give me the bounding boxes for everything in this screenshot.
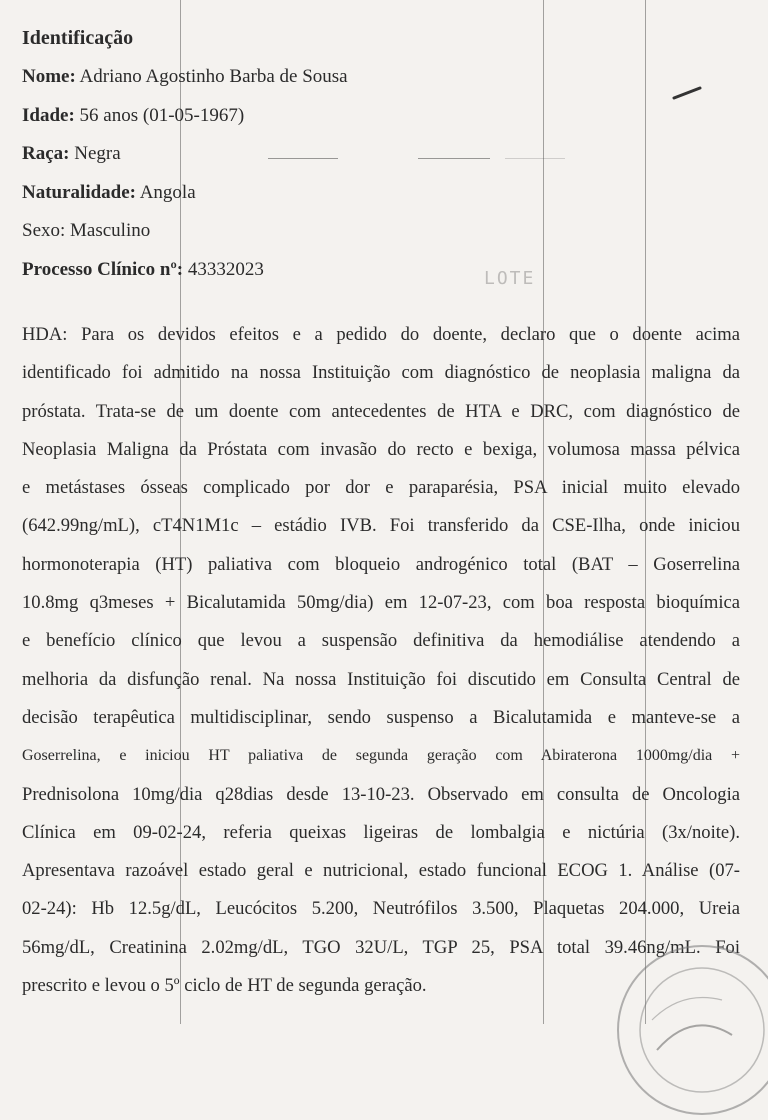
hda-line: melhoria da disfunção renal. Na nossa Instituição foi discutido em Consulta Central de [22,668,740,690]
hda-line: Prednisolona 10mg/dia q28dias desde 13-10-23. Observado em consulta de Oncologia [22,783,740,805]
hda-line [22,316,740,354]
hda-section [22,316,740,1005]
sex-value: Masculino [70,220,151,241]
name-label: Nome: [22,66,76,87]
hda-line: Apresentava razoável estado geral e nutricional, estado funcional ECOG 1. Análise (07- [22,860,740,882]
process-row [22,251,542,290]
hda-line: decisão terapêutica multidisciplinar, sendo suspenso a Bicalutamida e manteve-se a [22,706,740,728]
hda-text: Para os devidos efeitos e a pedido do doente, declaro que o doente acima [81,324,741,345]
hda-label: HDA: [22,324,68,345]
pen-stroke-icon [672,86,702,100]
hda-line: 56mg/dL, Creatinina 2.02mg/dL, TGO 32U/L, TGP 25, PSA total 39.46ng/mL. Foi [22,936,740,958]
hda-line: hormonoterapia (HT) paliativa com bloqueio androgénico total (BAT – Goserrelina [22,553,740,575]
hda-line: prescrito e levou o 5º ciclo de HT de segunda geração. [22,975,427,997]
race-label: Raça: [22,143,70,164]
identification-title: Identificação [22,27,134,49]
hda-line: identificado foi admitido na nossa Instituição com diagnóstico de neoplasia maligna da [22,362,740,384]
official-seal-icon [612,940,768,1120]
name-row [22,58,542,97]
hda-line: e metástases ósseas complicado por dor e paraparésia, PSA inicial muito elevado [22,477,740,499]
hda-line: Neoplasia Maligna da Próstata com invasão do recto e bexiga, volumosa massa pélvica [22,438,740,460]
birthplace-value: Angola [139,181,196,203]
hda-line: próstata. Trata-se de um doente com antecedentes de HTA e DRC, com diagnóstico de [22,400,740,422]
age-value: 56 anos (01-05-1967) [79,104,245,126]
age-label: Idade: [22,104,75,126]
sex-row [22,212,542,251]
faded-stamp-mark: LOTE [484,268,536,289]
sex-label: Sexo: [22,220,66,241]
hda-line: 02-24): Hb 12.5g/dL, Leucócitos 5.200, Neutrófilos 3.500, Plaquetas 204.000, Ureia [22,898,740,920]
hda-line: Clínica em 09-02-24, referia queixas ligeiras de lombalgia e nictúria (3x/noite). [22,821,740,843]
birthplace-label: Naturalidade: [22,181,136,203]
process-label: Processo Clínico nº: [22,258,184,280]
hda-line: Goserrelina, e iniciou HT paliativa de segunda geração com Abiraterona 1000mg/dia + [22,747,740,765]
identification-section [22,18,542,289]
hda-line: (642.99ng/mL), cT4N1M1c – estádio IVB. Foi transferido da CSE-Ilha, onde iniciou [22,515,740,537]
race-row [22,135,542,174]
birthplace-row [22,174,542,213]
race-value: Negra [74,143,121,164]
name-value: Adriano Agostinho Barba de Sousa [79,66,348,87]
hda-line: e benefício clínico que levou a suspensão definitiva da hemodiálise atendendo a [22,630,740,652]
age-row [22,97,542,136]
hda-line: 10.8mg q3meses + Bicalutamida 50mg/dia) em 12-07-23, com boa resposta bioquímica [22,592,740,614]
process-value: 43332023 [187,258,264,280]
